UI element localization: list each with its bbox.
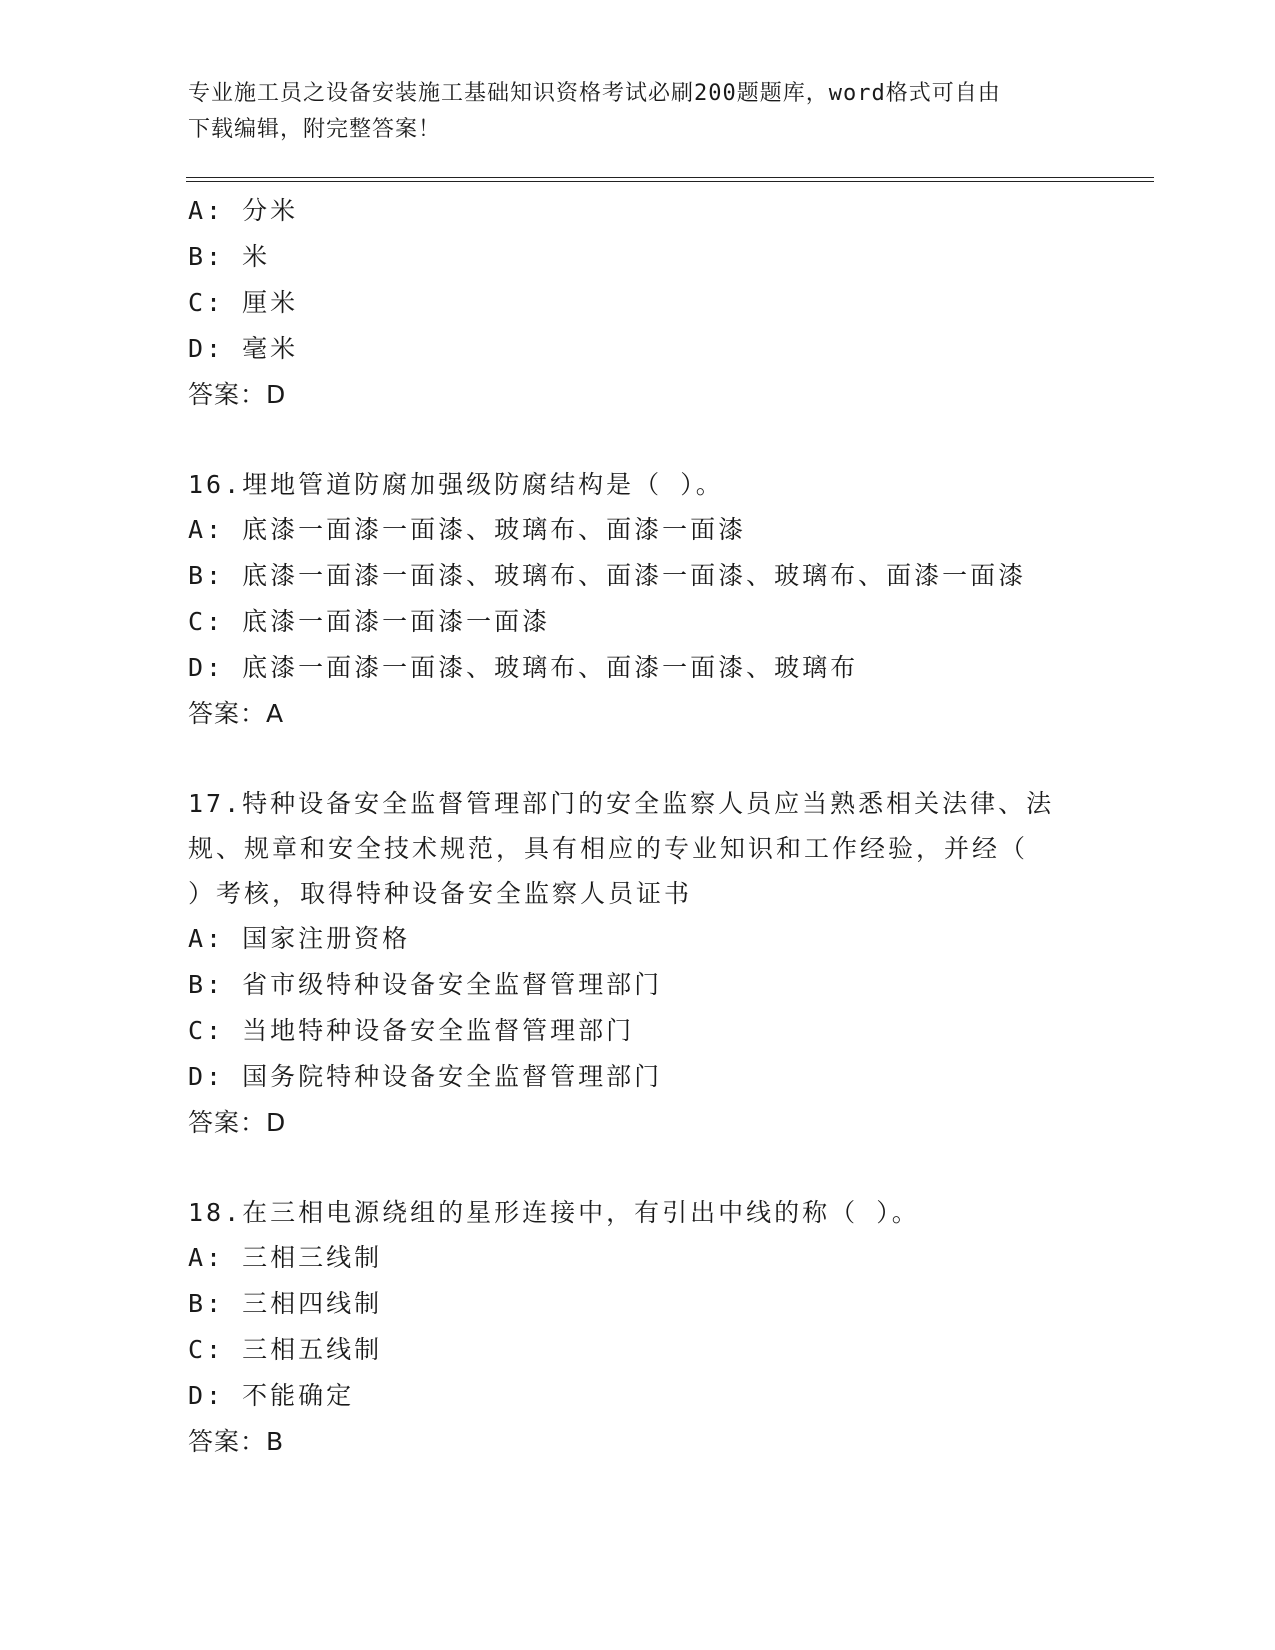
option-d: D: 底漆一面漆一面漆、玻璃布、面漆一面漆、玻璃布 <box>188 653 859 682</box>
question-stem: 18.在三相电源绕组的星形连接中，有引出中线的称（ ）。 <box>188 1198 920 1227</box>
option-c: C: 三相五线制 <box>188 1335 383 1364</box>
question-gap <box>188 418 1088 462</box>
header-line-2: 下载编辑，附完整答案！ <box>188 117 442 142</box>
option-a: A: 三相三线制 <box>188 1243 383 1272</box>
question-list <box>188 188 1088 1465</box>
answer-line: 答案：B <box>188 1427 285 1456</box>
question-stem-line-2: 规、规章和安全技术规范，具有相应的专业知识和工作经验，并经（ <box>188 834 1029 863</box>
option-c: C: 当地特种设备安全监督管理部门 <box>188 1016 635 1045</box>
document-header <box>188 76 1068 148</box>
header-line-1: 专业施工员之设备安装施工基础知识资格考试必刷200题题库，word格式可自由 <box>188 81 1001 106</box>
option-c: C: 厘米 <box>188 288 299 317</box>
option-d: D: 不能确定 <box>188 1381 355 1410</box>
question-block-prev <box>188 188 1088 418</box>
option-a: A: 分米 <box>188 196 299 225</box>
option-d: D: 毫米 <box>188 334 299 363</box>
option-d: D: 国务院特种设备安全监督管理部门 <box>188 1062 663 1091</box>
option-b: B: 三相四线制 <box>188 1289 383 1318</box>
question-stem-line-3: ）考核，取得特种设备安全监察人员证书 <box>188 879 693 908</box>
answer-line: 答案：A <box>188 699 285 728</box>
option-b: B: 米 <box>188 242 271 271</box>
option-b: B: 底漆一面漆一面漆、玻璃布、面漆一面漆、玻璃布、面漆一面漆 <box>188 561 1027 590</box>
option-a: A: 底漆一面漆一面漆、玻璃布、面漆一面漆 <box>188 515 747 544</box>
question-gap <box>188 1146 1088 1190</box>
question-block-18 <box>188 1190 1088 1465</box>
question-stem-line-1: 17.特种设备安全监督管理部门的安全监察人员应当熟悉相关法律、法 <box>188 789 1055 818</box>
question-block-17 <box>188 781 1088 1146</box>
option-c: C: 底漆一面漆一面漆一面漆 <box>188 607 551 636</box>
header-divider <box>186 177 1154 182</box>
question-gap <box>188 737 1088 781</box>
option-a: A: 国家注册资格 <box>188 924 411 953</box>
question-stem: 16.埋地管道防腐加强级防腐结构是（ ）。 <box>188 470 724 499</box>
answer-line: 答案：D <box>188 380 287 409</box>
answer-line: 答案：D <box>188 1108 287 1137</box>
question-block-16 <box>188 462 1088 737</box>
option-b: B: 省市级特种设备安全监督管理部门 <box>188 970 663 999</box>
